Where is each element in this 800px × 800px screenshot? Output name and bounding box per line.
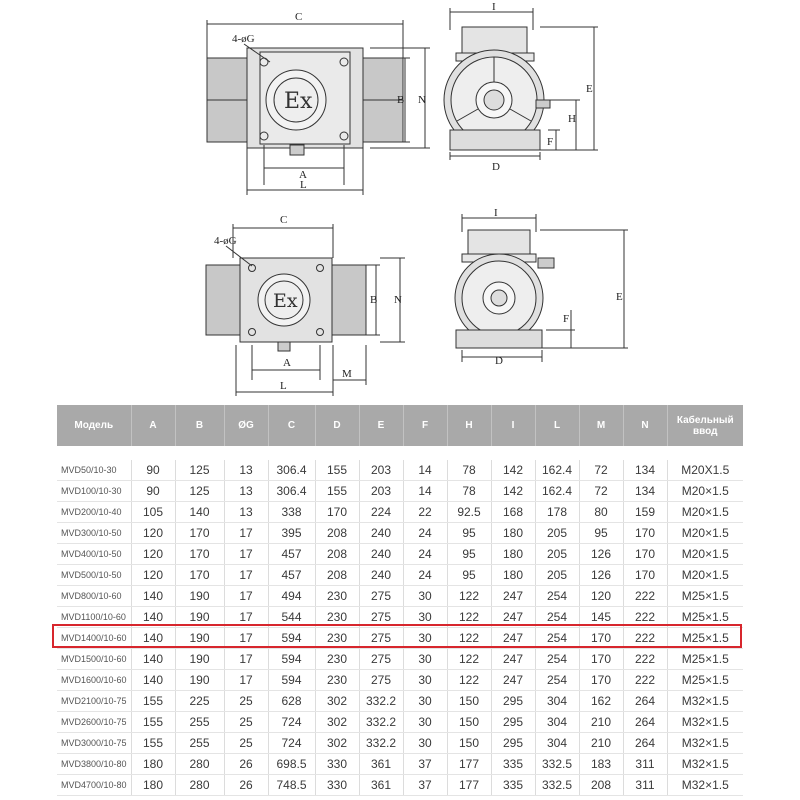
- table-cell: 178: [535, 502, 579, 523]
- table-cell: 230: [315, 628, 359, 649]
- table-cell: 275: [359, 649, 403, 670]
- table-cell: 37: [403, 754, 447, 775]
- table-cell: M20×1.5: [667, 481, 743, 502]
- table-cell: 78: [447, 460, 491, 481]
- table-cell: 247: [491, 628, 535, 649]
- table-cell: 240: [359, 544, 403, 565]
- table-cell: 295: [491, 733, 535, 754]
- table-row: [57, 460, 743, 481]
- table-cell: 180: [491, 544, 535, 565]
- table-cell: 335: [491, 775, 535, 796]
- table-cell: 95: [447, 565, 491, 586]
- table-cell: 240: [359, 565, 403, 586]
- table-cell: 120: [131, 544, 175, 565]
- table-cell: 168: [491, 502, 535, 523]
- table-cell: 17: [224, 544, 268, 565]
- dim-L: L: [300, 179, 307, 191]
- top-end-view: [444, 1, 598, 173]
- table-cell: 203: [359, 481, 403, 502]
- table-cell: 26: [224, 775, 268, 796]
- table-cell: 159: [623, 502, 667, 523]
- cell-model: MVD400/10-50: [57, 544, 131, 565]
- table-cell: 162: [579, 691, 623, 712]
- table-cell: 230: [315, 649, 359, 670]
- table-cell: 698.5: [268, 754, 315, 775]
- table-cell: 30: [403, 712, 447, 733]
- table-cell: 338: [268, 502, 315, 523]
- header-L: L: [535, 405, 579, 446]
- table-cell: 255: [175, 733, 224, 754]
- table-cell: 13: [224, 460, 268, 481]
- table-cell: 92.5: [447, 502, 491, 523]
- header-G: ØG: [224, 405, 268, 446]
- table-cell: 205: [535, 523, 579, 544]
- table-cell: 170: [623, 523, 667, 544]
- cell-model: MVD500/10-50: [57, 565, 131, 586]
- table-cell: M32×1.5: [667, 691, 743, 712]
- header-model: Модель: [57, 405, 131, 446]
- table-cell: 208: [315, 544, 359, 565]
- table-row: [57, 565, 743, 586]
- table-cell: 170: [623, 544, 667, 565]
- table-cell: 170: [175, 544, 224, 565]
- table-cell: 17: [224, 586, 268, 607]
- table-cell: M32×1.5: [667, 712, 743, 733]
- table-cell: 748.5: [268, 775, 315, 796]
- table-header-row: [57, 405, 743, 446]
- table-cell: 247: [491, 670, 535, 691]
- table-cell: 120: [579, 586, 623, 607]
- table-cell: 304: [535, 733, 579, 754]
- dim-E: E: [586, 83, 593, 95]
- table-cell: M25×1.5: [667, 586, 743, 607]
- table-cell: 126: [579, 565, 623, 586]
- table-cell: 361: [359, 775, 403, 796]
- table-cell: 30: [403, 649, 447, 670]
- table-cell: 275: [359, 586, 403, 607]
- table-cell: 25: [224, 733, 268, 754]
- table-cell: 13: [224, 502, 268, 523]
- table-cell: 90: [131, 460, 175, 481]
- header-F: F: [403, 405, 447, 446]
- table-cell: 105: [131, 502, 175, 523]
- table-cell: 190: [175, 649, 224, 670]
- table-cell: 30: [403, 607, 447, 628]
- table-cell: 332.5: [535, 754, 579, 775]
- table-cell: 264: [623, 712, 667, 733]
- svg-text:Ex: Ex: [284, 89, 313, 114]
- table-cell: 170: [623, 565, 667, 586]
- cell-model: MVD50/10-30: [57, 460, 131, 481]
- table-cell: 205: [535, 565, 579, 586]
- cell-model: MVD800/10-60: [57, 586, 131, 607]
- table-cell: 594: [268, 670, 315, 691]
- cell-model: MVD1500/10-60: [57, 649, 131, 670]
- header-M: M: [579, 405, 623, 446]
- table-row: [57, 607, 743, 628]
- table-cell: 134: [623, 460, 667, 481]
- table-cell: 180: [491, 565, 535, 586]
- header-E: E: [359, 405, 403, 446]
- table-cell: 140: [131, 607, 175, 628]
- table-row: [57, 502, 743, 523]
- table-cell: 95: [579, 523, 623, 544]
- table-cell: M20X1.5: [667, 460, 743, 481]
- cell-model: MVD1600/10-60: [57, 670, 131, 691]
- table-cell: 134: [623, 481, 667, 502]
- table-row: [57, 691, 743, 712]
- dim-N: N: [418, 94, 426, 106]
- table-body: [57, 446, 743, 796]
- table-cell: 190: [175, 586, 224, 607]
- table-cell: 30: [403, 691, 447, 712]
- dim-D: D: [492, 161, 500, 173]
- table-cell: 222: [623, 670, 667, 691]
- table-cell: 275: [359, 628, 403, 649]
- table-cell: 247: [491, 586, 535, 607]
- table-cell: 208: [315, 523, 359, 544]
- table-cell: 17: [224, 607, 268, 628]
- table-cell: 335: [491, 754, 535, 775]
- dim-hole: 4-øG: [232, 33, 255, 45]
- header-B: B: [175, 405, 224, 446]
- table-cell: 170: [175, 565, 224, 586]
- cell-model: MVD4700/10-80: [57, 775, 131, 796]
- table-cell: 140: [131, 628, 175, 649]
- table-cell: M20×1.5: [667, 523, 743, 544]
- header-C: C: [268, 405, 315, 446]
- table-cell: 240: [359, 523, 403, 544]
- table-cell: 306.4: [268, 481, 315, 502]
- table-cell: M32×1.5: [667, 733, 743, 754]
- table-cell: 254: [535, 586, 579, 607]
- table-cell: 224: [359, 502, 403, 523]
- table-cell: 30: [403, 586, 447, 607]
- table-cell: 302: [315, 691, 359, 712]
- table-cell: 254: [535, 628, 579, 649]
- table-cell: 37: [403, 775, 447, 796]
- table-row: [57, 733, 743, 754]
- table-cell: M20×1.5: [667, 565, 743, 586]
- table-cell: 140: [175, 502, 224, 523]
- table-row: [57, 775, 743, 796]
- table-cell: 180: [131, 754, 175, 775]
- header-A: A: [131, 405, 175, 446]
- table-cell: 155: [315, 460, 359, 481]
- table-cell: 295: [491, 691, 535, 712]
- table-cell: 304: [535, 691, 579, 712]
- table-cell: 280: [175, 775, 224, 796]
- table-row: [57, 628, 743, 649]
- cell-model: MVD2600/10-75: [57, 712, 131, 733]
- table-cell: 17: [224, 628, 268, 649]
- table-cell: 180: [131, 775, 175, 796]
- dim-L-2: L: [280, 380, 287, 392]
- cell-model: MVD3800/10-80: [57, 754, 131, 775]
- table-cell: 25: [224, 691, 268, 712]
- table-cell: 180: [491, 523, 535, 544]
- dim-A: A: [299, 169, 307, 181]
- table-cell: 30: [403, 733, 447, 754]
- table-cell: 230: [315, 670, 359, 691]
- table-cell: 222: [623, 586, 667, 607]
- table-cell: 177: [447, 754, 491, 775]
- table-cell: 140: [131, 586, 175, 607]
- table-cell: 170: [175, 523, 224, 544]
- dim-D-2: D: [495, 355, 503, 367]
- table-row: [57, 754, 743, 775]
- table-cell: 210: [579, 733, 623, 754]
- table-cell: 120: [131, 565, 175, 586]
- table-cell: 302: [315, 712, 359, 733]
- table-cell: 14: [403, 481, 447, 502]
- table-cell: 594: [268, 649, 315, 670]
- table-row: [57, 481, 743, 502]
- table-cell: 24: [403, 544, 447, 565]
- dim-M-2: M: [342, 368, 352, 380]
- table-cell: 150: [447, 691, 491, 712]
- table-cell: 190: [175, 670, 224, 691]
- table-cell: 122: [447, 607, 491, 628]
- table-cell: 280: [175, 754, 224, 775]
- table-cell: M20×1.5: [667, 544, 743, 565]
- table-cell: 14: [403, 460, 447, 481]
- table-cell: 306.4: [268, 460, 315, 481]
- table-cell: 247: [491, 649, 535, 670]
- table-cell: 457: [268, 565, 315, 586]
- table-cell: 190: [175, 607, 224, 628]
- cell-model: MVD2100/10-75: [57, 691, 131, 712]
- table-cell: 142: [491, 481, 535, 502]
- table-row: [57, 649, 743, 670]
- table-cell: 311: [623, 754, 667, 775]
- table-cell: 24: [403, 523, 447, 544]
- header-cable-entry: Кабельный ввод: [667, 405, 743, 446]
- svg-text:Ex: Ex: [273, 290, 298, 312]
- table-cell: 95: [447, 544, 491, 565]
- table-cell: 125: [175, 460, 224, 481]
- header-D: D: [315, 405, 359, 446]
- dim-N-2: N: [394, 294, 402, 306]
- table-cell: 26: [224, 754, 268, 775]
- dim-hole-2: 4-øG: [214, 235, 237, 247]
- table-cell: 170: [579, 628, 623, 649]
- table-cell: 330: [315, 754, 359, 775]
- table-cell: 122: [447, 649, 491, 670]
- table-cell: 162.4: [535, 460, 579, 481]
- specification-table-wrapper: [57, 405, 743, 796]
- dim-B-2: B: [370, 294, 378, 306]
- table-cell: 304: [535, 712, 579, 733]
- table-cell: 494: [268, 586, 315, 607]
- table-cell: M32×1.5: [667, 754, 743, 775]
- dim-E-2: E: [616, 291, 623, 303]
- table-cell: M32×1.5: [667, 775, 743, 796]
- table-cell: 222: [623, 607, 667, 628]
- table-cell: 275: [359, 607, 403, 628]
- table-cell: 230: [315, 586, 359, 607]
- table-cell: 254: [535, 607, 579, 628]
- table-cell: 225: [175, 691, 224, 712]
- table-cell: 30: [403, 628, 447, 649]
- table-cell: 145: [579, 607, 623, 628]
- table-cell: 247: [491, 607, 535, 628]
- table-cell: 210: [579, 712, 623, 733]
- table-cell: M25×1.5: [667, 607, 743, 628]
- table-cell: 72: [579, 460, 623, 481]
- table-cell: 90: [131, 481, 175, 502]
- table-cell: 208: [579, 775, 623, 796]
- table-cell: 295: [491, 712, 535, 733]
- table-cell: 72: [579, 481, 623, 502]
- table-cell: 205: [535, 544, 579, 565]
- table-cell: 311: [623, 775, 667, 796]
- table-cell: 203: [359, 460, 403, 481]
- dim-C: C: [295, 11, 303, 23]
- cell-model: MVD3000/10-75: [57, 733, 131, 754]
- table-cell: 254: [535, 670, 579, 691]
- specification-table: [57, 405, 743, 796]
- table-cell: 140: [131, 670, 175, 691]
- table-cell: 125: [175, 481, 224, 502]
- header-N: N: [623, 405, 667, 446]
- table-cell: 122: [447, 670, 491, 691]
- table-cell: 222: [623, 649, 667, 670]
- table-cell: 155: [131, 733, 175, 754]
- table-cell: 302: [315, 733, 359, 754]
- table-cell: 330: [315, 775, 359, 796]
- table-cell: 162.4: [535, 481, 579, 502]
- table-cell: 155: [131, 712, 175, 733]
- table-cell: 170: [579, 670, 623, 691]
- table-row: [57, 523, 743, 544]
- table-cell: 264: [623, 733, 667, 754]
- table-cell: 183: [579, 754, 623, 775]
- table-cell: 140: [131, 649, 175, 670]
- table-cell: 177: [447, 775, 491, 796]
- table-cell: 126: [579, 544, 623, 565]
- table-cell: 13: [224, 481, 268, 502]
- table-cell: 17: [224, 523, 268, 544]
- table-cell: 122: [447, 628, 491, 649]
- table-cell: 255: [175, 712, 224, 733]
- table-cell: 95: [447, 523, 491, 544]
- table-cell: M25×1.5: [667, 628, 743, 649]
- table-cell: 724: [268, 733, 315, 754]
- table-cell: 170: [579, 649, 623, 670]
- table-cell: 120: [131, 523, 175, 544]
- table-cell: 80: [579, 502, 623, 523]
- dim-B: B: [397, 94, 405, 106]
- table-cell: 170: [315, 502, 359, 523]
- table-cell: 724: [268, 712, 315, 733]
- table-cell: 222: [623, 628, 667, 649]
- bottom-end-view: [455, 207, 628, 367]
- header-H: H: [447, 405, 491, 446]
- dim-F: F: [547, 136, 554, 148]
- cell-model: MVD1400/10-60: [57, 628, 131, 649]
- dim-H: H: [568, 113, 576, 125]
- table-cell: 264: [623, 691, 667, 712]
- cell-model: MVD200/10-40: [57, 502, 131, 523]
- table-cell: 395: [268, 523, 315, 544]
- dim-A-2: A: [283, 357, 291, 369]
- table-cell: 30: [403, 670, 447, 691]
- dim-C-2: C: [280, 214, 288, 226]
- table-cell: 332.5: [535, 775, 579, 796]
- table-cell: M20×1.5: [667, 502, 743, 523]
- table-cell: 457: [268, 544, 315, 565]
- table-row: [57, 670, 743, 691]
- table-cell: 155: [131, 691, 175, 712]
- table-cell: 544: [268, 607, 315, 628]
- table-cell: 254: [535, 649, 579, 670]
- bottom-side-view: [206, 214, 405, 396]
- table-cell: 275: [359, 670, 403, 691]
- table-row: [57, 544, 743, 565]
- cell-model: MVD300/10-50: [57, 523, 131, 544]
- table-cell: 361: [359, 754, 403, 775]
- table-spacer: [57, 446, 743, 460]
- table-cell: 22: [403, 502, 447, 523]
- table-cell: 17: [224, 565, 268, 586]
- table-cell: 594: [268, 628, 315, 649]
- table-cell: 628: [268, 691, 315, 712]
- table-row: [57, 712, 743, 733]
- table-cell: 190: [175, 628, 224, 649]
- dim-I: I: [492, 1, 496, 13]
- cell-model: MVD1100/10-60: [57, 607, 131, 628]
- table-cell: 155: [315, 481, 359, 502]
- table-cell: 25: [224, 712, 268, 733]
- table-cell: 230: [315, 607, 359, 628]
- table-cell: 150: [447, 733, 491, 754]
- table-cell: 17: [224, 649, 268, 670]
- table-cell: 24: [403, 565, 447, 586]
- table-cell: 332.2: [359, 712, 403, 733]
- table-cell: 332.2: [359, 691, 403, 712]
- table-cell: 208: [315, 565, 359, 586]
- dim-I-2: I: [494, 207, 498, 219]
- dim-F-2: F: [563, 313, 570, 325]
- table-cell: 332.2: [359, 733, 403, 754]
- table-cell: 150: [447, 712, 491, 733]
- table-cell: M25×1.5: [667, 649, 743, 670]
- top-side-view: [207, 11, 430, 195]
- table-cell: M25×1.5: [667, 670, 743, 691]
- cell-model: MVD100/10-30: [57, 481, 131, 502]
- table-cell: 142: [491, 460, 535, 481]
- header-I: I: [491, 405, 535, 446]
- table-cell: 17: [224, 670, 268, 691]
- table-row: [57, 586, 743, 607]
- table-cell: 122: [447, 586, 491, 607]
- table-cell: 78: [447, 481, 491, 502]
